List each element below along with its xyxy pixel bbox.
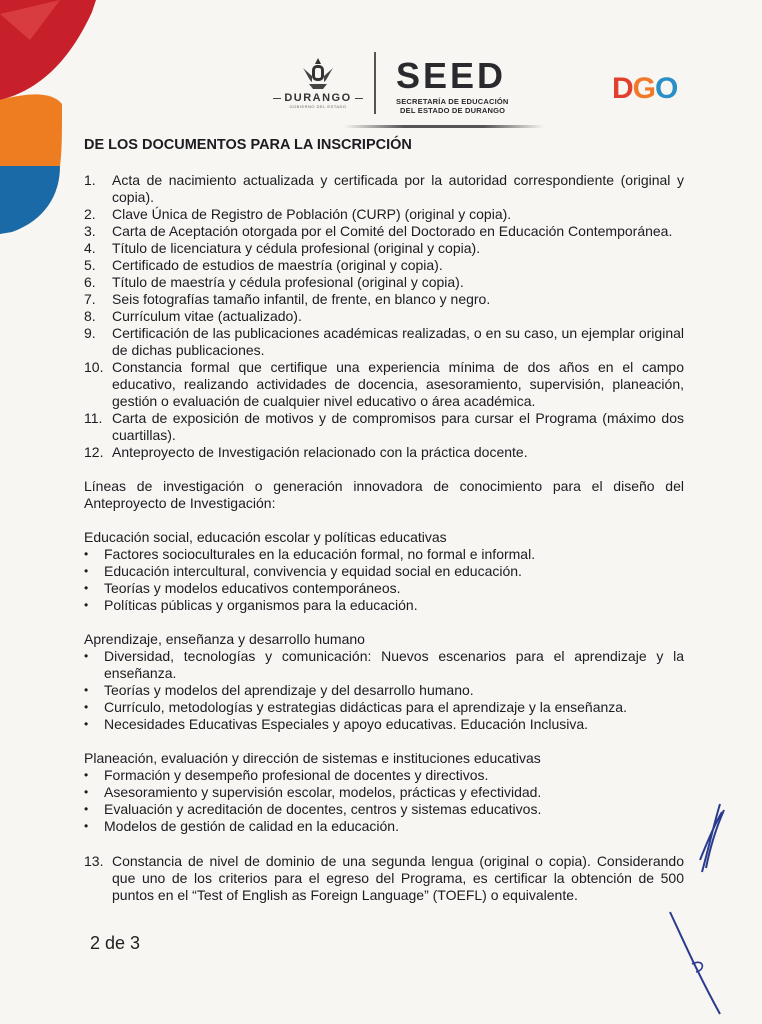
bullet-item	[84, 716, 684, 733]
bullet-icon: •	[84, 564, 89, 578]
document-body	[84, 136, 684, 904]
bullet-icon: •	[84, 547, 89, 561]
header-divider	[374, 52, 376, 114]
bullet-icon: •	[84, 785, 89, 799]
bullet-item	[84, 648, 684, 682]
bullet-text: Teorías y modelos educativos contemporáneos.	[104, 580, 401, 596]
requirement-item	[84, 325, 684, 359]
research-line-title: Educación social, educación escolar y políticas educativas	[84, 529, 447, 545]
bullet-text: Currículo, metodologías y estrategias didácticas para el aprendizaje y la enseñanza.	[104, 699, 627, 715]
bullet-item	[84, 682, 684, 699]
bullet-text: Formación y desempeño profesional de docentes y directivos.	[104, 767, 489, 783]
bullet-icon: •	[84, 802, 89, 816]
signature-mark-icon	[694, 800, 730, 876]
requirement-item	[84, 410, 684, 444]
bullet-text: Teorías y modelos del aprendizaje y del desarrollo humano.	[104, 682, 474, 698]
requirement-text: Currículum vitae (actualizado).	[112, 308, 302, 324]
page-number: 2 de 3	[90, 933, 141, 953]
research-line-list	[84, 546, 684, 614]
bullet-item	[84, 801, 684, 818]
requirement-item	[84, 223, 684, 240]
requirement-text: Seis fotografías tamaño infantil, de frente, en blanco y negro.	[112, 291, 491, 307]
bullet-text: Modelos de gestión de calidad en la educación.	[104, 818, 399, 834]
bullet-icon: •	[84, 683, 89, 697]
requirement-text: Clave Única de Registro de Población (CURP) (original y copia).	[112, 206, 512, 222]
requirement-item	[84, 853, 684, 904]
bullet-text: Evaluación y acreditación de docentes, centros y sistemas educativos.	[104, 801, 542, 817]
bullet-item	[84, 597, 684, 614]
research-line-list	[84, 767, 684, 835]
dgo-letter-g: G	[632, 72, 656, 105]
requirement-number: 2.	[84, 206, 96, 222]
bullet-text: Políticas públicas y organismos para la educación.	[104, 597, 418, 613]
requirement-number: 12.	[84, 444, 104, 460]
requirement-text: Constancia de nivel de dominio de una segunda lengua (original o copia). Considerando que uno de los criterios para el egreso del Programa, es certificar la obtención de 500 puntos en el “Test of English as Foreign Language” (TOEFL) o equivalente.	[112, 853, 684, 903]
requirement-number: 5.	[84, 257, 96, 273]
dgo-logo	[612, 72, 677, 106]
bullet-item	[84, 580, 684, 597]
requirement-text: Título de maestría y cédula profesional (original y copia).	[112, 274, 464, 290]
bullet-text: Diversidad, tecnologías y comunicación: Nuevos escenarios para el aprendizaje y la enseñanza.	[104, 648, 684, 681]
requirement-item	[84, 206, 684, 223]
requirement-item	[84, 444, 684, 461]
seed-line-1: SECRETARÍA DE EDUCACIÓN	[396, 97, 509, 106]
bullet-icon: •	[84, 768, 89, 782]
requirement-number: 8.	[84, 308, 96, 324]
signature-line-icon	[664, 908, 728, 1018]
requirements-list	[84, 172, 684, 461]
bullet-item	[84, 784, 684, 801]
bullet-text: Educación intercultural, convivencia y equidad social en educación.	[104, 563, 522, 579]
research-line-title: Aprendizaje, enseñanza y desarrollo humano	[84, 631, 365, 647]
dgo-letter-d: D	[612, 72, 633, 105]
requirement-text: Título de licenciatura y cédula profesional (original y copia).	[112, 240, 481, 256]
durango-logo	[268, 56, 368, 109]
bullet-text: Factores socioculturales en la educación formal, no formal e informal.	[104, 546, 536, 562]
bullet-icon: •	[84, 700, 89, 714]
requirement-item	[84, 359, 684, 410]
bullet-icon: •	[84, 598, 89, 612]
bullet-item	[84, 563, 684, 580]
requirement-number: 9.	[84, 325, 96, 341]
research-line-title: Planeación, evaluación y dirección de sistemas e instituciones educativas	[84, 750, 541, 766]
durango-name: DURANGO	[268, 92, 368, 104]
bullet-text: Asesoramiento y supervisión escolar, modelos, prácticas y efectividad.	[104, 784, 542, 800]
section-title: DE LOS DOCUMENTOS PARA LA INSCRIPCIÓN	[84, 137, 412, 153]
research-line-list	[84, 648, 684, 733]
requirement-number: 1.	[84, 172, 96, 188]
bullet-icon: •	[84, 649, 89, 663]
requirement-text: Carta de Aceptación otorgada por el Comité del Doctorado en Educación Contemporánea.	[112, 223, 673, 239]
requirement-number: 7.	[84, 291, 96, 307]
research-lines-intro: Líneas de investigación o generación innovadora de conocimiento para el diseño del Anteproyecto de Investigación:	[84, 478, 684, 511]
requirement-text: Certificación de las publicaciones académicas realizadas, o en su caso, un ejemplar original de dichas publicaciones.	[112, 325, 684, 358]
requirements-list-continued	[84, 853, 684, 904]
requirement-number: 3.	[84, 223, 96, 239]
header-rule	[344, 125, 544, 128]
requirement-item	[84, 257, 684, 274]
requirement-item	[84, 172, 684, 206]
requirement-item	[84, 274, 684, 291]
bullet-item	[84, 699, 684, 716]
requirement-item	[84, 240, 684, 257]
requirement-item	[84, 291, 684, 308]
bullet-item	[84, 818, 684, 835]
bullet-icon: •	[84, 819, 89, 833]
durango-subtitle: GOBIERNO DEL ESTADO	[289, 104, 347, 109]
bullet-icon: •	[84, 717, 89, 731]
seed-acronym: SEED	[396, 55, 507, 96]
bullet-item	[84, 767, 684, 784]
requirement-text: Certificado de estudios de maestría (original y copia).	[112, 257, 443, 273]
requirement-number: 11.	[84, 410, 103, 426]
requirement-number: 6.	[84, 274, 96, 290]
requirement-number: 4.	[84, 240, 96, 256]
requirement-text: Anteproyecto de Investigación relacionado con la práctica docente.	[112, 444, 528, 460]
requirement-text: Carta de exposición de motivos y de compromisos para cursar el Programa (máximo dos cuartillas).	[112, 410, 684, 443]
requirement-item	[84, 308, 684, 325]
requirement-number: 13.	[84, 853, 104, 869]
requirement-text: Constancia formal que certifique una experiencia mínima de dos años en el campo educativo, realizando actividades de docencia, asesoramiento, supervisión, planeación, gestión o evaluación de cualquier nivel educativo o área académica.	[112, 359, 684, 409]
seed-logo	[396, 55, 536, 115]
requirement-number: 10.	[84, 359, 104, 375]
bullet-item	[84, 546, 684, 563]
dgo-letter-o: O	[655, 72, 678, 105]
bullet-icon: •	[84, 581, 89, 595]
bullet-text: Necesidades Educativas Especiales y apoyo educativas. Educación Inclusiva.	[104, 716, 589, 732]
durango-crest-icon	[301, 56, 335, 90]
seed-line-2: DEL ESTADO DE DURANGO	[400, 106, 506, 115]
requirement-text: Acta de nacimiento actualizada y certificada por la autoridad correspondiente (original y copia).	[112, 172, 684, 205]
